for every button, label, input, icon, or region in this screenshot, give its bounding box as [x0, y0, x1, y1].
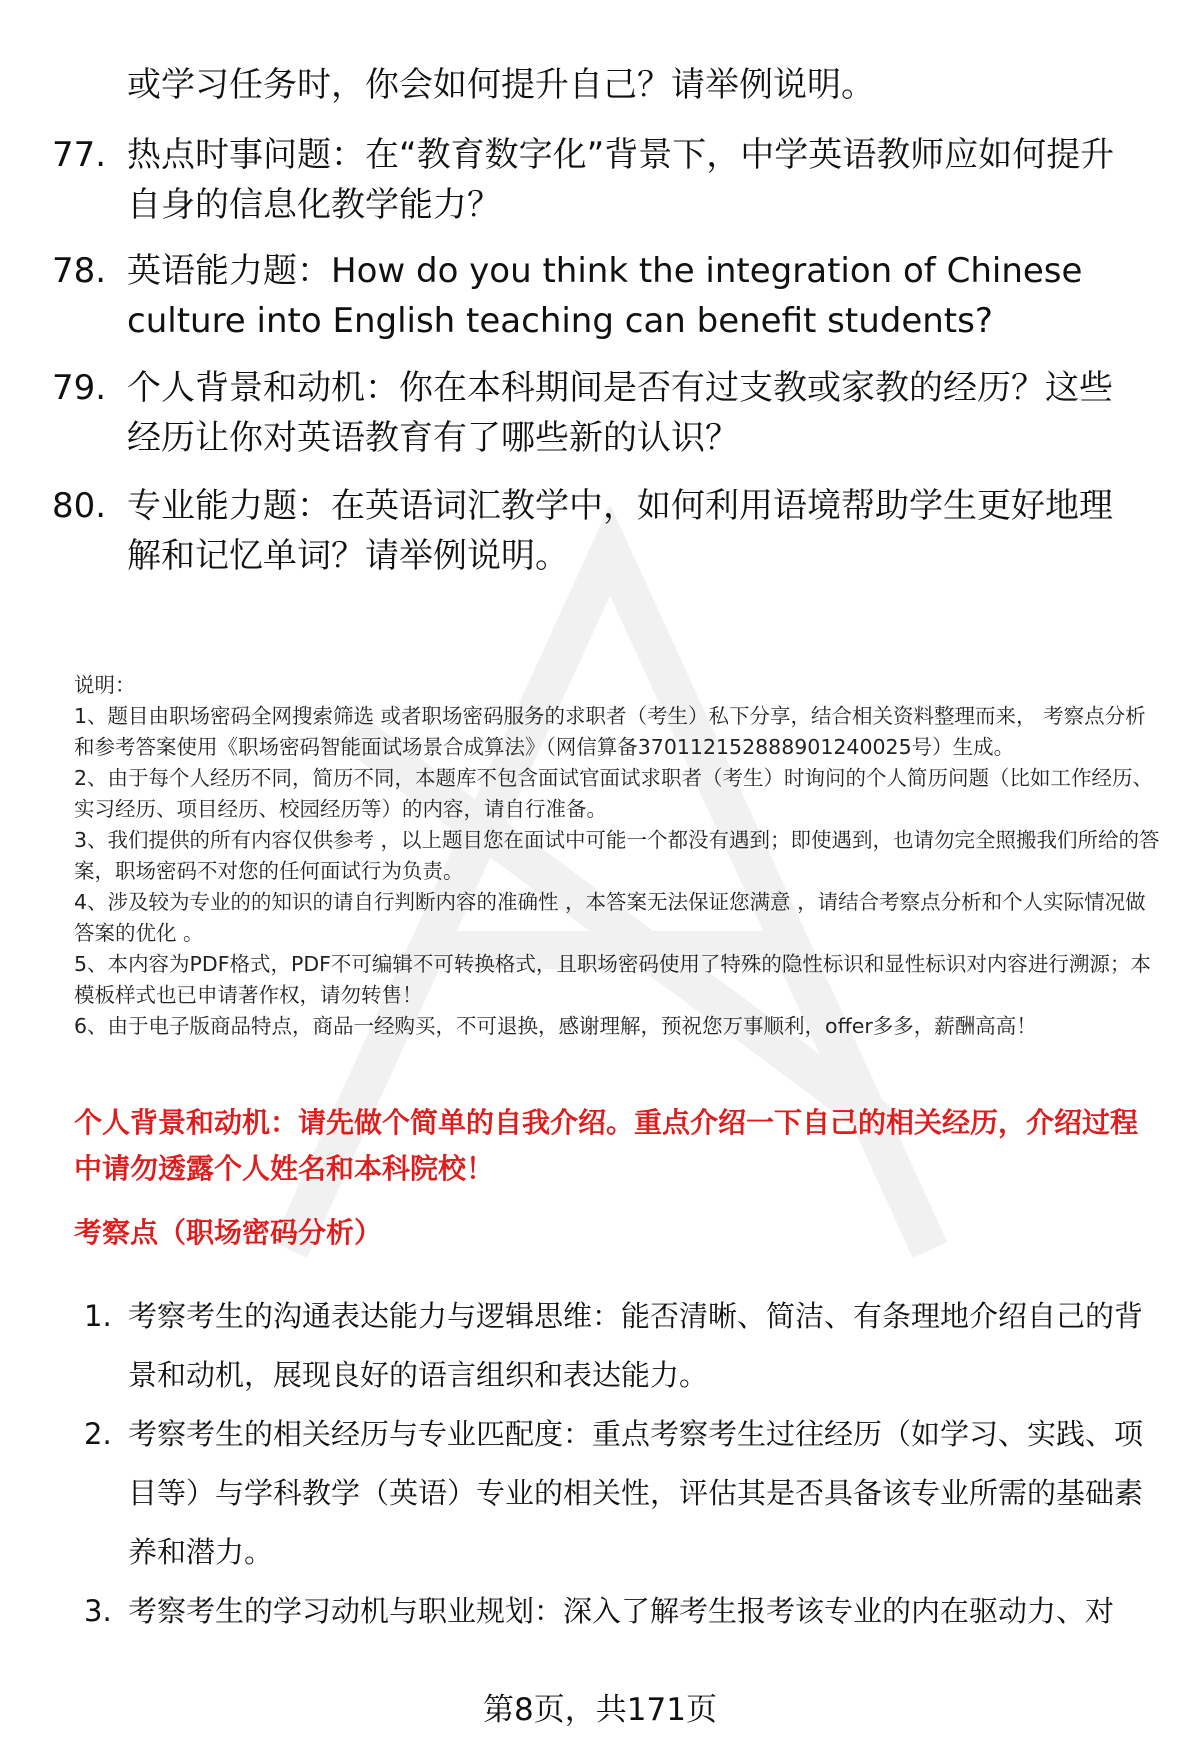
- disclaimer-notes: [74, 670, 1164, 1042]
- question-text: 热点时事问题：在“教育数字化”背景下，中学英语教师应如何提升自身的信息化教学能力？: [127, 135, 1115, 225]
- question-text: 专业能力题：在英语词汇教学中，如何利用语境帮助学生更好地理解和记忆单词？请举例说明。: [127, 486, 1113, 576]
- note-item: 1、题目由职场密码全网搜索筛选 或者职场密码服务的求职者（考生）私下分享，结合相关资料整理而来， 考察点分析和参考答案使用《职场密码智能面试场景合成算法》（网信算备370112152888901240025号）生成。: [74, 704, 1146, 759]
- analysis-point: [84, 1405, 1164, 1582]
- note-item: 4、涉及较为专业的的知识的请自行判断内容的准确性 ，本答案无法保证您满意 ，请结合考察点分析和个人实际情况做答案的优化 。: [74, 890, 1146, 945]
- point-text: 考察考生的沟通表达能力与逻辑思维：能否清晰、简洁、有条理地介绍自己的背景和动机，展现良好的语言组织和表达能力。: [128, 1299, 1144, 1392]
- point-number: 3.: [84, 1594, 112, 1628]
- point-text: 考察考生的相关经历与专业匹配度：重点考察考生过往经历（如学习、实践、项目等）与学科教学（英语）专业的相关性，评估其是否具备该专业所需的基础素养和潜力。: [128, 1417, 1144, 1569]
- analysis-points: [84, 1287, 1164, 1641]
- point-number: 2.: [84, 1417, 112, 1451]
- page-footer: 第8页，共171页: [483, 1692, 717, 1728]
- point-number: 1.: [84, 1299, 112, 1333]
- point-text: 考察考生的学习动机与职业规划：深入了解考生报考该专业的内在驱动力、对: [128, 1594, 1115, 1628]
- notes-heading: 说明：: [74, 673, 136, 697]
- question-number: 79.: [52, 368, 107, 408]
- interview-question-heading: 个人背景和动机：请先做个简单的自我介绍。重点介绍一下自己的相关经历，介绍过程中请勿透露个人姓名和本科院校！: [74, 1106, 1139, 1185]
- question-number: 80.: [52, 486, 107, 526]
- question-text: 英语能力题：How do you think the integration of Chinese culture into English teaching can benefit students?: [127, 251, 1083, 341]
- question-text: 个人背景和动机：你在本科期间是否有过支教或家教的经历？这些经历让你对英语教育有了哪些新的认识？: [127, 368, 1113, 458]
- analysis-point: [84, 1287, 1164, 1405]
- note-item: 2、由于每个人经历不同，简历不同，本题库不包含面试官面试求职者（考生）时询问的个人简历问题（比如工作经历、实习经历、项目经历、校园经历等）的内容，请自行准备。: [74, 766, 1154, 821]
- question-76-continuation: 或学习任务时，你会如何提升自己？请举例说明。: [127, 65, 875, 105]
- question-number: 78.: [52, 251, 107, 291]
- analysis-heading: 考察点（职场密码分析）: [74, 1216, 383, 1249]
- question-number: 77.: [52, 135, 107, 175]
- analysis-point: [84, 1582, 1164, 1641]
- note-item: 6、由于电子版商品特点，商品一经购买，不可退换，感谢理解，预祝您万事顺利，offer多多，薪酬高高！: [74, 1014, 1037, 1038]
- note-item: 5、本内容为PDF格式，PDF不可编辑不可转换格式，且职场密码使用了特殊的隐性标识和显性标识对内容进行溯源；本模板样式也已申请著作权，请勿转售！: [74, 952, 1151, 1007]
- note-item: 3、我们提供的所有内容仅供参考 ，以上题目您在面试中可能一个都没有遇到；即使遇到，也请勿完全照搬我们所给的答案，职场密码不对您的任何面试行为负责。: [74, 828, 1160, 883]
